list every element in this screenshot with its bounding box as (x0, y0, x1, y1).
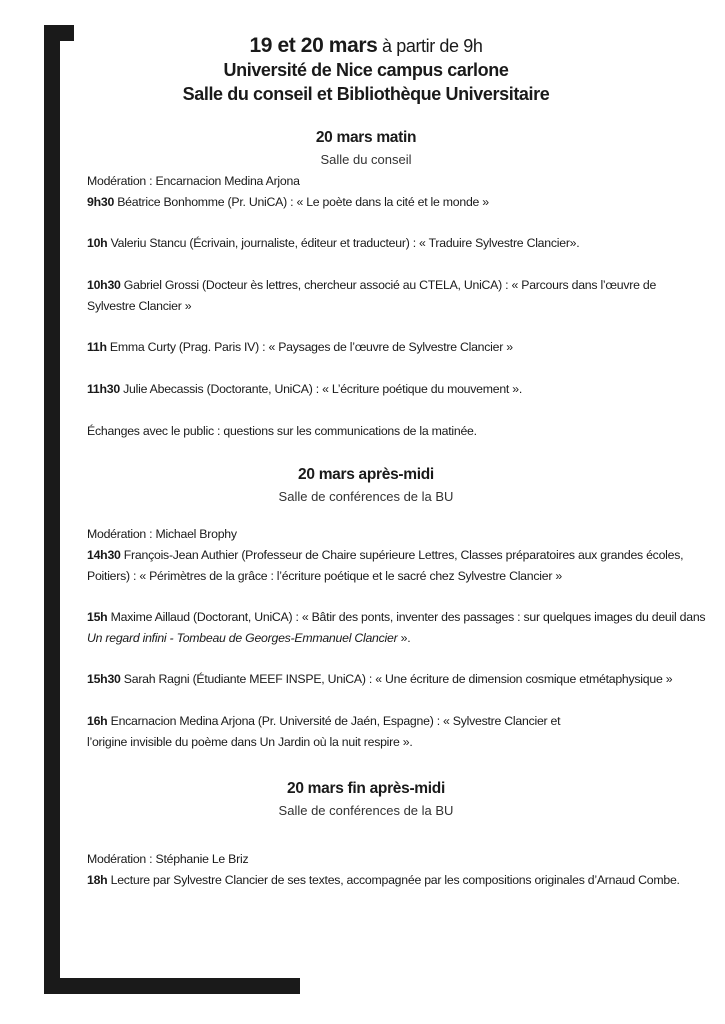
moderation-morning (87, 171, 697, 213)
talk-text: Valeriu Stancu (Écrivain, journaliste, éditeur et traducteur) : « Traduire Sylvestre Clancier». (107, 236, 580, 250)
talk-item (87, 233, 697, 254)
talk-item (87, 545, 697, 587)
talk-line (87, 628, 697, 649)
talk-time: 18h (87, 873, 108, 887)
talk-text: Maxime Aillaud (Doctorant, UniCA) : « Bâtir des ponts, inventer des passages : sur quelques images du deuil dans (107, 610, 706, 624)
talk-item (87, 337, 697, 358)
event-rooms: Salle du conseil et Bibliothèque Universitaire (182, 84, 550, 104)
closing-note: Échanges avec le public : questions sur les communications de la matinée. (87, 424, 477, 438)
talk-time: 10h (87, 236, 108, 250)
section-room-afternoon: Salle de conférences de la BU (278, 489, 454, 504)
talk-time: 9h30 (87, 195, 115, 209)
section-title-afternoon: 20 mars après-midi (298, 466, 434, 483)
section-room-late-afternoon: Salle de conférences de la BU (278, 803, 454, 818)
talk-item (87, 711, 697, 753)
talk-time: 15h30 (87, 672, 121, 686)
talk-item (87, 669, 697, 690)
talk-text: François-Jean Authier (Professeur de Chaire supérieure Lettres, Classes préparatoires aux grandes écoles, Poitiers) : « Périmètres de la grâce : l’écriture poétique et le sacré chez Sylvestre Clancier » (87, 548, 684, 583)
event-date-line (60, 34, 672, 58)
talk-item (87, 870, 697, 891)
talk-item (87, 275, 697, 317)
event-venue: Université de Nice campus carlone (223, 60, 509, 80)
section-room-morning: Salle du conseil (320, 152, 412, 167)
moderation-text: Modération : Encarnacion Medina Arjona (87, 174, 300, 188)
talk-text: Sarah Ragni (Étudiante MEEF INSPE, UniCA) : « Une écriture de dimension cosmique etmétaphysique » (120, 672, 673, 686)
event-date: 19 et 20 mars (249, 34, 378, 57)
book-title: Un regard infini - Tombeau de Georges-Emmanuel Clancier (87, 631, 398, 645)
talk-item (87, 192, 697, 213)
talk-time: 11h30 (87, 382, 120, 396)
talk-text: Emma Curty (Prag. Paris IV) : « Paysages de l’œuvre de Sylvestre Clancier » (106, 340, 513, 354)
talk-line: l’origine invisible du poème dans Un Jardin où la nuit respire ». (87, 735, 413, 749)
event-start-time: à partir de 9h (377, 36, 483, 56)
talk-text: Lecture par Sylvestre Clancier de ses textes, accompagnée par les compositions originales d’Arnaud Combe. (107, 873, 680, 887)
talk-text-end: ». (397, 631, 411, 645)
talk-time: 14h30 (87, 548, 121, 562)
moderation-text: Modération : Stéphanie Le Briz (87, 852, 249, 866)
talk-text: Gabriel Grossi (Docteur ès lettres, chercheur associé au CTELA, UniCA) : « Parcours dans l’œuvre de Sylvestre Clancier » (87, 278, 657, 313)
talk-line (87, 607, 706, 628)
talk-item (87, 379, 697, 400)
bracket-side-bar (44, 25, 60, 993)
section-title-morning: 20 mars matin (315, 129, 417, 146)
bracket-bottom-bar (44, 978, 300, 994)
talk-time: 16h (87, 714, 108, 728)
talk-line (87, 711, 697, 732)
moderation-text: Modération : Michael Brophy (87, 527, 237, 541)
talk-text: Béatrice Bonhomme (Pr. UniCA) : « Le poète dans la cité et le monde » (114, 195, 489, 209)
section-title-late-afternoon: 20 mars fin après-midi (287, 780, 445, 797)
talk-text: Julie Abecassis (Doctorante, UniCA) : « L’écriture poétique du mouvement ». (119, 382, 522, 396)
talk-time: 11h (87, 340, 107, 354)
moderation-late-afternoon (87, 849, 697, 891)
talk-text: Encarnacion Medina Arjona (Pr. Université de Jaén, Espagne) : « Sylvestre Clancier et (107, 714, 561, 728)
moderation-afternoon (87, 524, 697, 587)
talk-time: 10h30 (87, 278, 121, 292)
talk-item (87, 607, 706, 649)
event-header (60, 34, 672, 106)
talk-time: 15h (87, 610, 108, 624)
